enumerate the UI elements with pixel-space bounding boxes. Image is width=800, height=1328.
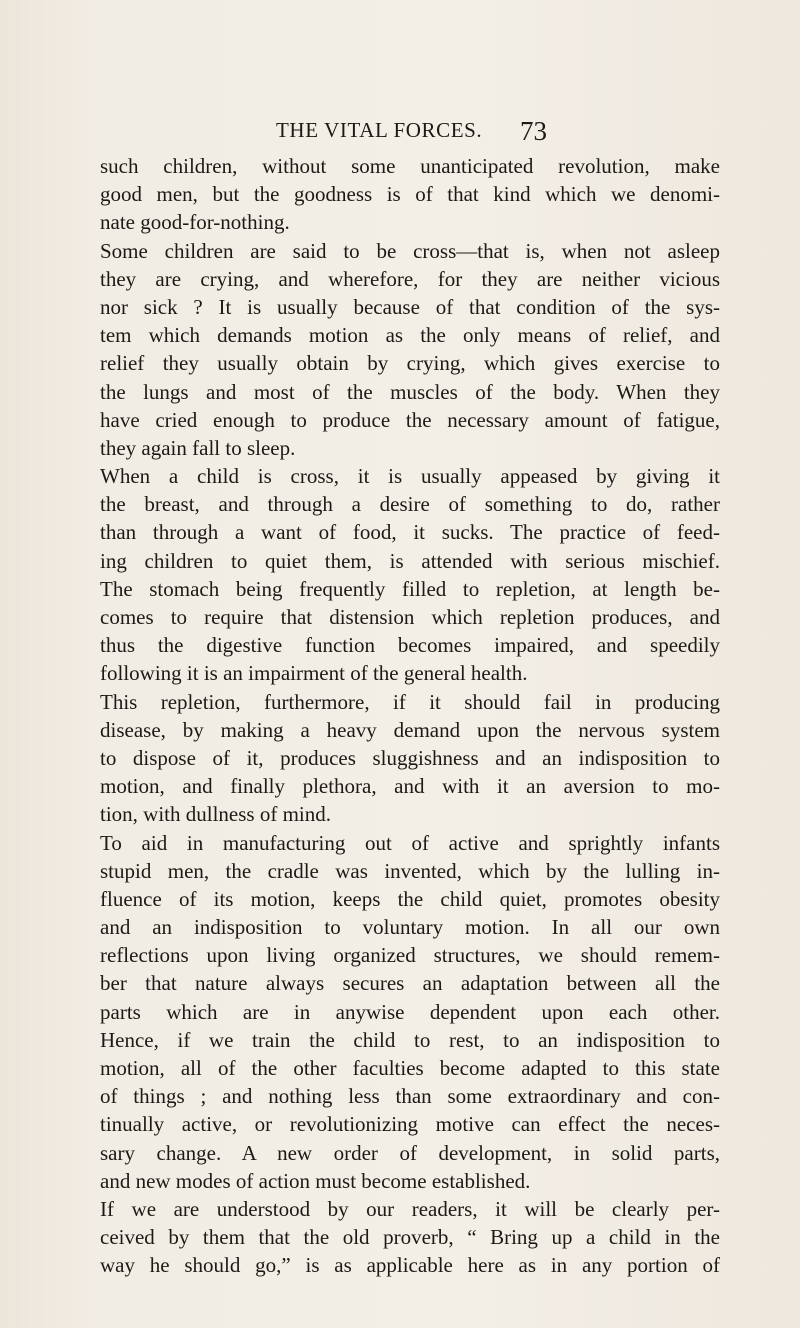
text-line: ing children to quiet them, is attended with serious mischief. — [100, 548, 720, 573]
text-line: The stomach being frequently filled to repletion, at length be- — [100, 576, 720, 601]
page-number: 73 — [520, 116, 547, 146]
text-line: To aid in manufacturing out of active and sprightly infants — [100, 830, 720, 855]
page-header — [0, 114, 800, 150]
text-line: When a child is cross, it is usually appeased by giving it — [100, 464, 720, 489]
text-line: stupid men, the cradle was invented, which by the lulling in- — [100, 858, 720, 883]
text-line: motion, all of the other faculties become adapted to this state — [100, 1056, 720, 1080]
body-text — [100, 152, 720, 1280]
text-line: than through a want of food, it sucks. The practice of feed- — [100, 520, 720, 545]
text-line: sary change. A new order of development, in solid parts, — [100, 1140, 720, 1165]
text-line: This repletion, furthermore, if it should fail in producing — [100, 689, 720, 714]
text-line: Some children are said to be cross—that is, when not asleep — [100, 238, 720, 263]
text-line: ceived by them that the old proverb, “ Bring up a child in the — [100, 1225, 720, 1250]
text-line: Hence, if we train the child to rest, to an indisposition to — [100, 1027, 720, 1052]
text-line: following it is an impairment of the general health. — [100, 661, 528, 686]
text-line: and an indisposition to voluntary motion. In all our own — [100, 915, 720, 940]
text-line: of things ; and nothing less than some extraordinary and con- — [100, 1084, 720, 1109]
text-line: they again fall to sleep. — [100, 435, 296, 460]
text-line: If we are understood by our readers, it will be clearly per- — [100, 1196, 720, 1221]
text-line: reflections upon living organized structures, we should remem- — [100, 943, 720, 968]
text-line: to dispose of it, produces sluggishness and an indisposition to — [100, 745, 720, 770]
text-line: the lungs and most of the muscles of the body. When they — [100, 379, 720, 404]
text-line: tinually active, or revolutionizing motive can effect the neces- — [100, 1112, 720, 1137]
text-line: way he should go,” is as applicable here as in any portion of — [100, 1253, 720, 1278]
text-line: such children, without some unanticipated revolution, make — [100, 154, 720, 178]
text-line: good men, but the goodness is of that kind which we denomi- — [100, 182, 720, 207]
text-line: disease, by making a heavy demand upon the nervous system — [100, 717, 720, 742]
text-line: relief they usually obtain by crying, which gives exercise to — [100, 351, 720, 376]
text-line: motion, and finally plethora, and with it an aversion to mo- — [100, 774, 720, 799]
text-line: tion, with dullness of mind. — [100, 802, 331, 827]
running-head: THE VITAL FORCES. — [276, 118, 483, 142]
text-line: and new modes of action must become established. — [100, 1168, 531, 1193]
text-line: thus the digestive function becomes impaired, and speedily — [100, 633, 720, 658]
text-line: comes to require that distension which repletion produces, and — [100, 605, 720, 629]
text-line: nate good-for-nothing. — [100, 210, 290, 235]
text-line: have cried enough to produce the necessary amount of fatigue, — [100, 407, 720, 432]
text-line: fluence of its motion, keeps the child quiet, promotes obesity — [100, 886, 720, 911]
text-line: tem which demands motion as the only means of relief, and — [100, 323, 720, 348]
text-line: ber that nature always secures an adaptation between all the — [100, 971, 720, 996]
text-line: they are crying, and wherefore, for they are neither vicious — [100, 266, 720, 291]
text-line: nor sick ? It is usually because of that condition of the sys- — [100, 294, 720, 319]
text-line: the breast, and through a desire of something to do, rather — [100, 492, 720, 517]
text-line: parts which are in anywise dependent upon each other. — [100, 999, 720, 1024]
